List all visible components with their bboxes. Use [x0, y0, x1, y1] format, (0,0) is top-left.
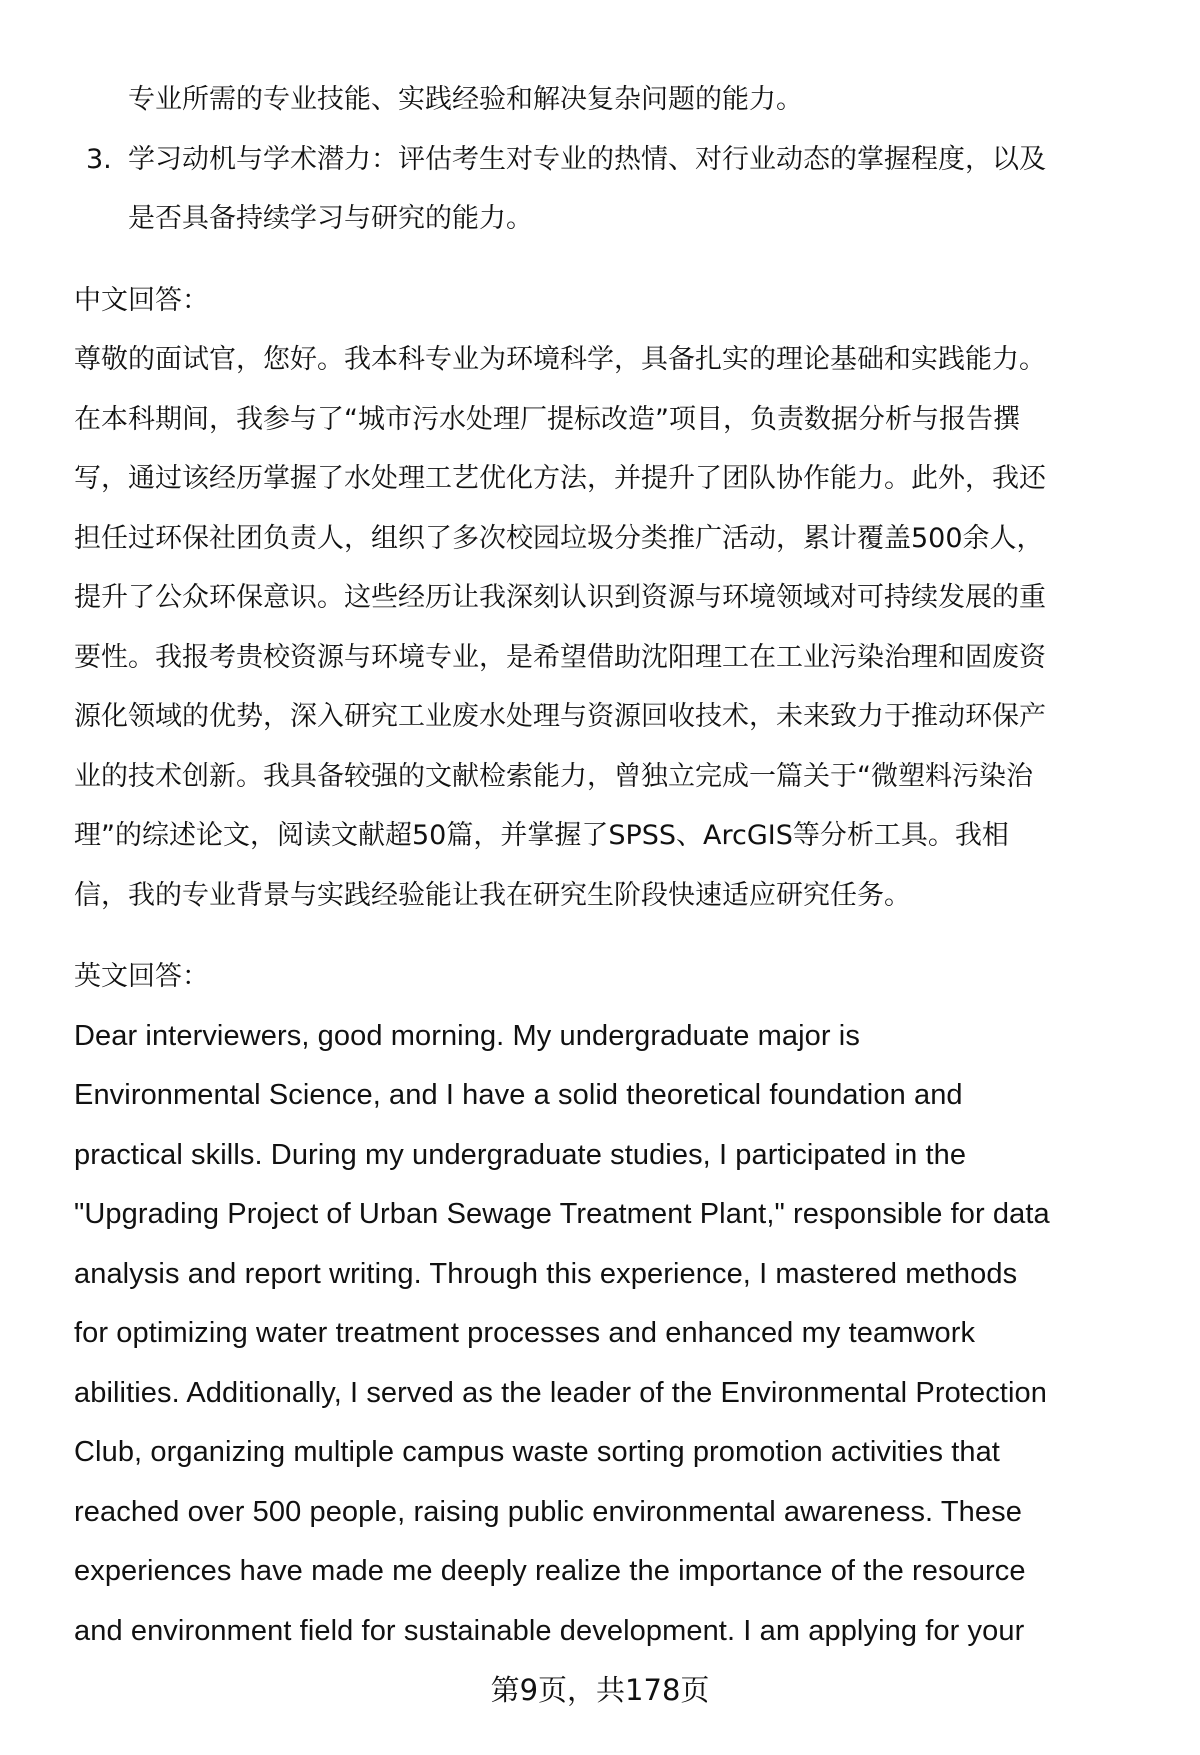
page-number-footer: 第9页，共178页	[490, 1673, 710, 1707]
chinese-answer-line: 业的技术创新。我具备较强的文献检索能力，曾独立完成一篇关于“微塑料污染治	[74, 760, 1033, 792]
english-answer-line: experiences have made me deeply realize the importance of the resource	[74, 1555, 1026, 1587]
chinese-answer-line: 提升了公众环保意识。这些经历让我深刻认识到资源与环境领域对可持续发展的重	[74, 582, 1046, 613]
list-item-line: 是否具备持续学习与研究的能力。	[128, 203, 533, 234]
english-answer-line: abilities. Additionally, I served as the leader of the Environmental Protection	[74, 1376, 1047, 1409]
english-answer-section	[74, 947, 1154, 1661]
english-answer-line: and environment field for sustainable development. I am applying for your	[74, 1614, 1025, 1647]
list-item-line: 学习动机与学术潜力：评估考生对专业的热情、对行业动态的掌握程度，以及	[128, 143, 1046, 175]
chinese-answer-line: 源化领域的优势，深入研究工业废水处理与资源回收技术，未来致力于推动环保产	[74, 701, 1046, 732]
english-answer-line: "Upgrading Project of Urban Sewage Treatment Plant," responsible for data	[74, 1198, 1050, 1230]
english-answer-line: practical skills. During my undergraduate studies, I participated in the	[74, 1138, 967, 1171]
english-answer-heading: 英文回答：	[74, 961, 209, 992]
list-number: 3.	[86, 143, 112, 175]
english-answer-line: Environmental Science, and I have a solid theoretical foundation and	[74, 1079, 963, 1111]
list-item-body	[128, 130, 1154, 249]
chinese-answer-section	[74, 271, 1154, 926]
chinese-answer-line: 写，通过该经历掌握了水处理工艺优化方法，并提升了团队协作能力。此外，我还	[74, 463, 1046, 494]
english-answer-line: reached over 500 people, raising public environmental awareness. These	[74, 1495, 1022, 1528]
chinese-answer-heading: 中文回答：	[74, 284, 209, 316]
english-answer-line: for optimizing water treatment processes and enhanced my teamwork	[74, 1317, 976, 1349]
english-answer-line: Dear interviewers, good morning. My undergraduate major is	[74, 1019, 860, 1052]
chinese-answer-line: 在本科期间，我参与了“城市污水处理厂提标改造”项目，负责数据分析与报告撰	[74, 403, 1020, 435]
english-answer-line: analysis and report writing. Through this experience, I mastered methods	[74, 1257, 1018, 1290]
english-answer-line: Club, organizing multiple campus waste sorting promotion activities that	[74, 1436, 1000, 1468]
chinese-answer-line: 要性。我报考贵校资源与环境专业，是希望借助沈阳理工在工业污染治理和固废资	[74, 641, 1046, 673]
page-content	[74, 70, 1154, 1661]
chinese-answer-line: 理”的综述论文，阅读文献超50篇，并掌握了SPSS、ArcGIS等分析工具。我相	[74, 820, 1009, 851]
chinese-answer-line: 信，我的专业背景与实践经验能让我在研究生阶段快速适应研究任务。	[74, 879, 911, 911]
list-item-3	[74, 130, 1154, 249]
chinese-answer-line: 担任过环保社团负责人，组织了多次校园垃圾分类推广活动，累计覆盖500余人，	[74, 522, 1044, 554]
chinese-answer-line: 尊敬的面试官，您好。我本科专业为环境科学，具备扎实的理论基础和实践能力。	[74, 344, 1046, 375]
list-item-2-continuation: 专业所需的专业技能、实践经验和解决复杂问题的能力。	[128, 84, 803, 115]
